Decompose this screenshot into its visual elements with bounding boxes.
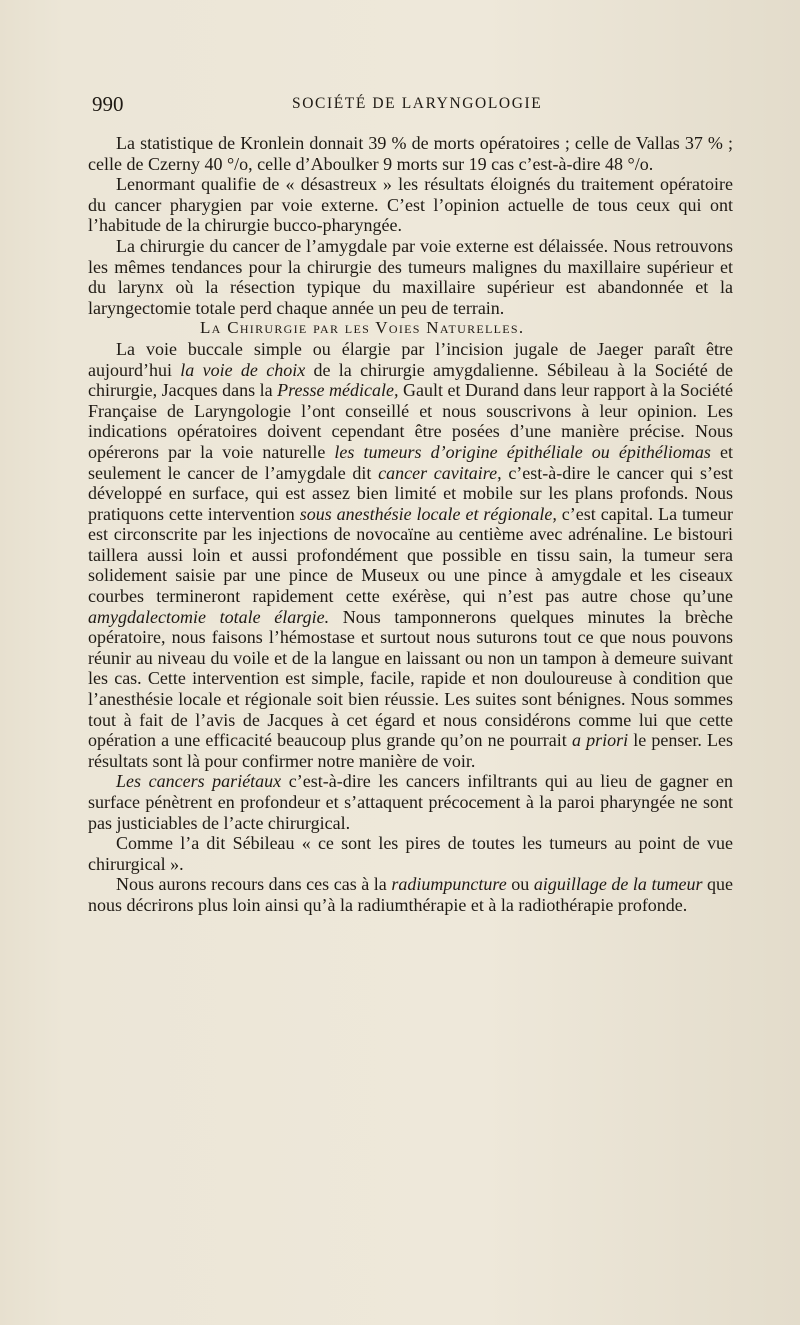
page-number: 990	[92, 92, 124, 116]
paragraph-parietal-cancers: Les cancers pariétaux c’est-à-dire les cancers infiltrants qui au lieu de gagner en surface pénètrent en profondeur et s’attaquent précocement à la paroi pharyngée ne sont pas justiciables de l’acte chirurgical.	[88, 771, 733, 833]
paragraph-natural-route: La voie buccale simple ou élargie par l’incision jugale de Jaeger paraît être aujourd’hui la voie de choix de la chirurgie amygdalienne. Sébileau à la Société de chirurgie, Jacques dans la Presse médicale, Gault et Durand dans leur rapport à la Société Française de Laryngologie l’ont conseillé et nous souscrivons à leur opinion. Les indications opératoires doivent cependant être posées d’une manière précise. Nous opérerons par la voie naturelle les tumeurs d’origine épithéliale ou épithéliomas et seulement le cancer de l’amygdale dit cancer cavitaire, c’est-à-dire le cancer qui s’est développé en surface, qui est assez bien limité et mobile sur les plans profonds. Nous pratiquons cette intervention sous anesthésie locale et régionale, c’est capital. La tumeur est circonscrite par les injections de novocaïne au centième avec adrénaline. Le bistouri taillera aussi loin et aussi profondément que possible en tissu sain, la tumeur sera solidement saisie par une pince de Museux ou une pince à amygdale et les ciseaux courbes termineront rapidement cette exérèse, qui n’est pas autre chose qu’une amygdalectomie totale élargie. Nous tamponnerons quelques minutes la brèche opératoire, nous faisons l’hémostase et surtout nous suturons tout ce que nous pouvons réunir au niveau du voile et de la langue en laissant ou non un tampon à demeure suivant les cas. Cette intervention est simple, facile, rapide et non douloureuse à condition que l’anesthésie locale et régionale soit bien réussie. Les suites sont bénignes. Nous sommes tout à fait de l’avis de Jacques à cet égard et nous considérons comme lui que cette opération a une efficacité beaucoup plus grande qu’on ne pourrait a priori le penser. Les résultats sont là pour confirmer notre manière de voir.	[88, 338, 734, 771]
paragraph-sebileau-quote: Comme l’a dit Sébileau « ce sont les pires de toutes les tumeurs au point de vue chirurgical ».	[88, 833, 733, 874]
paragraph-lenormant: Lenormant qualifie de « désastreux » les résultats éloignés du traitement opératoire du cancer pharygien par voie externe. C’est l’opinion actuelle de tous ceux qui ont l’habitude de la chirurgie bucco-pharyngée.	[88, 174, 733, 236]
body-text	[88, 133, 733, 916]
paragraph-radium: Nous aurons recours dans ces cas à la radiumpuncture ou aiguillage de la tumeur que nous décrirons plus loin ainsi qu’à la radiumthérapie et à la radiothérapie profonde.	[88, 874, 734, 915]
section-heading: La Chirurgie par les Voies Naturelles.	[200, 318, 525, 338]
paragraph-statistics: La statistique de Kronlein donnait 39 % de morts opératoires ; celle de Vallas 37 % ; celle de Czerny 40 °/o, celle d’Aboulker 9 morts sur 19 cas c’est-à-dire 48 °/o.	[88, 133, 733, 174]
page-header	[92, 92, 732, 120]
paragraph-external-route: La chirurgie du cancer de l’amygdale par voie externe est délaissée. Nous retrouvons les mêmes tendances pour la chirurgie des tumeurs malignes du maxillaire supérieur et du larynx où la résection typique du maxillaire supérieur est abandonnée et la laryngectomie totale perd chaque année un peu de terrain.	[88, 235, 733, 318]
running-title: SOCIÉTÉ DE LARYNGOLOGIE	[292, 95, 543, 112]
